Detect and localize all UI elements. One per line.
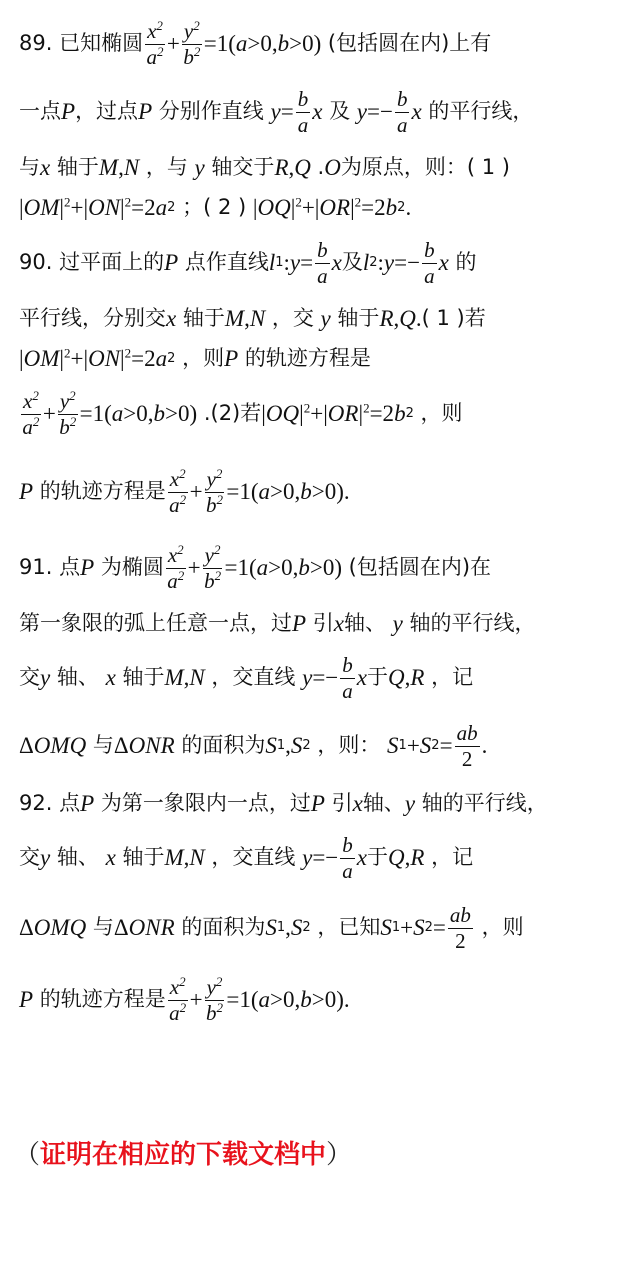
- fraction-x2-a2: $\frac{x^2}{a^2}$: [169, 974, 187, 1025]
- fraction-x2-a2: $\frac{x^2}{a^2}$: [169, 466, 187, 517]
- fraction-y2-b2: $\frac{y^2}{b^2}$: [204, 542, 222, 593]
- fraction-b-a: $\frac{b}{a}$: [342, 653, 353, 703]
- open-paren: （: [14, 1140, 41, 1170]
- problem-number: 91.: [19, 555, 53, 580]
- fraction-b-a: $\frac{b}{a}$: [342, 833, 353, 883]
- problem-91-line-4: Δ OMQ 与 Δ ONR 的面积为 S 1 , S 2 ，则： S 1 + S 2 = $\frac{ab}{2}$ .: [19, 721, 488, 771]
- fraction-y2-b2: $\frac{y^2}{b^2}$: [59, 388, 77, 439]
- fraction-b-a: $\frac{b}{a}$: [424, 238, 435, 288]
- problem-92-line-4: P 的轨迹方程是 $\frac{x^2}{a^2}$ + $\frac{y^2}{b^2}$ =1( a >0, b >0) .: [19, 974, 350, 1025]
- fraction-y2-b2: $\frac{y^2}{b^2}$: [205, 974, 223, 1025]
- fraction-x2-a2: $\frac{x^2}{a^2}$: [22, 388, 40, 439]
- problem-89-line-2: 一点 P ，过点 P 分别作直线 y = $\frac{b}{a}$ x 及 y =− $\frac{b}{a}$ x 的平行线，: [19, 87, 534, 137]
- fraction-y2-b2: $\frac{y^2}{b^2}$: [205, 466, 223, 517]
- problem-number: 92.: [19, 791, 53, 816]
- problem-91-line-1: 91. 点 P 为椭圆 $\frac{x^2}{a^2}$ + $\frac{y^2}{b^2}$ =1( a >0, b >0) (包括圆在内)在: [19, 542, 492, 593]
- problem-92-line-3: Δ OMQ 与 Δ ONR 的面积为 S 1 , S 2 ，已知 S 1 + S 2 = $\frac{ab}{2}$ ，则: [19, 903, 524, 953]
- problem-90-line-4: $\frac{x^2}{a^2}$ + $\frac{y^2}{b^2}$ =1( a >0, b >0) .(2)若 | OQ $|^2+|$ OR $|^2=2$ b 2 ，则: [22, 388, 463, 439]
- problem-number: 90.: [19, 250, 53, 275]
- problem-90-line-2: 平行线，分别交 x 轴于 M , N ，交 y 轴于 R , Q . ( 1 )若: [19, 306, 486, 332]
- fraction-b-a: $\frac{b}{a}$: [317, 238, 328, 288]
- close-paren: ）: [326, 1140, 353, 1170]
- problem-92-line-1: 92. 点 P 为第一象限内一点，过 P 引 x 轴、 y 轴的平行线，: [19, 791, 548, 817]
- problem-90-line-5: P 的轨迹方程是 $\frac{x^2}{a^2}$ + $\frac{y^2}{b^2}$ =1( a >0, b >0) .: [19, 466, 350, 517]
- fraction-b-a: $\frac{b}{a}$: [396, 87, 408, 137]
- problem-89-line-3: 与 x 轴于 M , N ，与 y 轴交于 R , Q . O 为原点，则：( 1 ): [19, 155, 510, 181]
- fraction-x2-a2: $\frac{x^2}{a^2}$: [167, 542, 185, 593]
- problem-92-line-2: 交 y 轴、 x 轴于 M , N ，交直线 y =− $\frac{b}{a}$ x 于 Q , R ，记: [19, 833, 474, 883]
- problem-89-line-1: 89. 已知椭圆 $\frac{x^2}{a^2}$ + $\frac{y^2}{b^2}$ =1( a >0, b >0) (包括圆在内)上有: [19, 18, 492, 69]
- problem-91-line-2: 第一象限的弧上任意一点，过 P 引 x 轴、 y 轴的平行线，: [19, 611, 536, 637]
- fraction-x2-a2: $\frac{x^2}{a^2}$: [146, 18, 164, 69]
- fraction-b-a: $\frac{b}{a}$: [297, 87, 309, 137]
- problem-89-line-4: | OM $|^2+|$ ON $|^2=2$ a 2 ；( 2 ) | OQ $|^2+|$ OR $|^2=2$ b 2 .: [19, 194, 412, 221]
- download-note-text: 证明在相应的下载文档中: [40, 1140, 327, 1170]
- fraction-ab-2: $\frac{ab}{2}$: [449, 903, 471, 953]
- fraction-ab-2: $\frac{ab}{2}$: [456, 721, 478, 771]
- fraction-y2-b2: $\frac{y^2}{b^2}$: [183, 18, 201, 69]
- problem-90-line-3: | OM $|^2+|$ ON $|^2=2$ a 2 ，则 P 的轨迹方程是: [19, 345, 371, 372]
- problem-number: 89.: [19, 31, 53, 56]
- problem-91-line-3: 交 y 轴、 x 轴于 M , N ，交直线 y =− $\frac{b}{a}$ x 于 Q , R ，记: [19, 653, 474, 703]
- problem-90-line-1: 90. 过平面上的 P 点作直线 l 1 : y = $\frac{b}{a}$ x 及 l 2 : y =− $\frac{b}{a}$ x 的: [19, 238, 477, 288]
- download-note: [14, 1140, 352, 1171]
